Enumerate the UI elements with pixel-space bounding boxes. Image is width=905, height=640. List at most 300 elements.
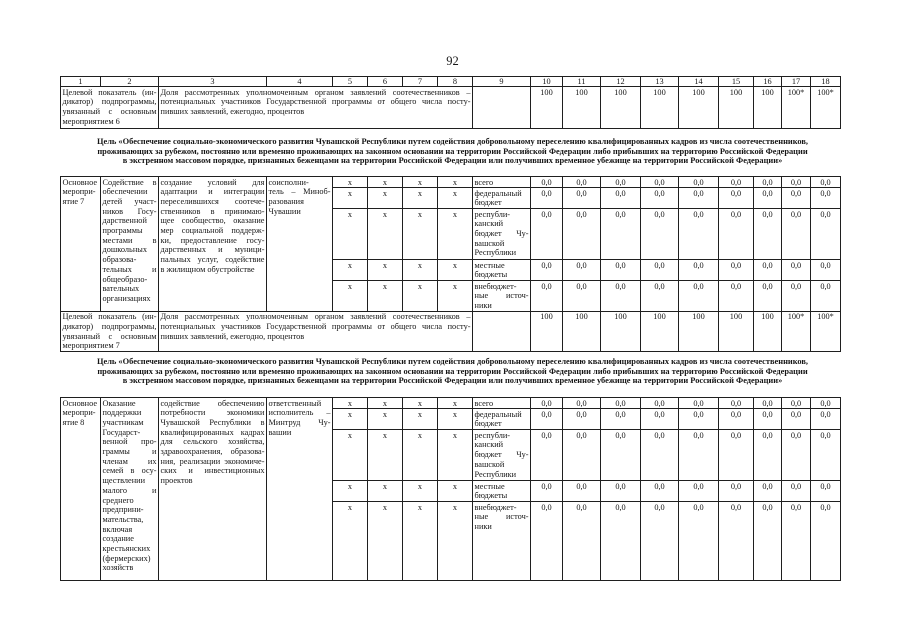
column-number: 15	[719, 77, 754, 87]
text-line: дошкольных	[102, 245, 147, 255]
text-line: республи-	[474, 430, 511, 440]
text-line: семей в осу-	[102, 466, 157, 476]
funding-value: 0,0	[601, 430, 641, 481]
funding-value: 0,0	[531, 260, 563, 281]
text-line: дикатор) подпрограммы,	[62, 321, 157, 331]
funding-value: 0,0	[782, 502, 811, 581]
funding-value: 0,0	[601, 177, 641, 188]
budget-code-cell: x	[368, 430, 403, 481]
indicator-value: 100	[719, 87, 754, 129]
funding-value: 0,0	[811, 177, 841, 188]
budget-code-cell: x	[438, 177, 473, 188]
text-line: пальных услуг, содействие	[160, 255, 265, 265]
budget-code-cell: x	[368, 502, 403, 581]
funding-value: 0,0	[782, 398, 811, 409]
funding-value: 0,0	[601, 502, 641, 581]
column-number: 17	[782, 77, 811, 87]
column-number: 12	[601, 77, 641, 87]
budget-code-cell: x	[333, 209, 368, 260]
funding-value: 0,0	[531, 281, 563, 312]
table-body	[61, 177, 841, 352]
text-line: ники	[474, 522, 492, 532]
funding-value: 0,0	[601, 409, 641, 430]
funding-value: 0,0	[811, 409, 841, 430]
text-line: создание	[102, 534, 134, 544]
budget-code-cell: x	[368, 281, 403, 312]
text-line: квалифицированных кадрах	[160, 427, 265, 437]
budget-code-cell: x	[368, 398, 403, 409]
text-line: тельных и	[102, 264, 157, 274]
text-line: ки, предоставление госу-	[160, 235, 265, 245]
funding-value: 0,0	[679, 398, 719, 409]
funding-value: 0,0	[719, 281, 754, 312]
budget-code-cell: x	[368, 177, 403, 188]
text-line: общеобразо-	[102, 274, 148, 284]
text-line: Основное	[62, 177, 98, 187]
budget-code-cell: x	[403, 177, 438, 188]
funding-value: 0,0	[679, 409, 719, 430]
funding-value: 0,0	[679, 481, 719, 502]
table-row	[61, 77, 841, 87]
funding-value: 0,0	[531, 209, 563, 260]
text-line: всего	[474, 177, 494, 187]
text-line: образова-	[102, 255, 137, 265]
budget-code-cell: x	[438, 409, 473, 430]
measure-executor	[267, 177, 333, 312]
funding-value: 0,0	[641, 177, 679, 188]
measure-executor	[267, 398, 333, 581]
text-line: проектов	[160, 476, 193, 486]
text-line: участникам	[102, 417, 144, 427]
funding-value: 0,0	[563, 409, 601, 430]
funding-value: 0,0	[679, 430, 719, 481]
text-line: организациях	[102, 293, 151, 303]
funding-value: 0,0	[563, 481, 601, 502]
funding-value: 0,0	[601, 481, 641, 502]
funding-value: 0,0	[563, 177, 601, 188]
indicator-label	[61, 311, 159, 351]
funding-value: 0,0	[679, 188, 719, 209]
text-line: соисполни-	[268, 177, 309, 187]
funding-value: 0,0	[811, 481, 841, 502]
funding-value: 0,0	[563, 188, 601, 209]
funding-value: 0,0	[641, 281, 679, 312]
text-line: щее сообщество, оказание	[160, 216, 265, 226]
text-line: венной про-	[102, 437, 157, 447]
text-line: тель – Миноб-	[268, 187, 331, 197]
funding-source	[473, 481, 531, 502]
measure-table-7	[60, 176, 841, 352]
budget-code-cell: x	[333, 260, 368, 281]
funding-value: 0,0	[641, 481, 679, 502]
indicator-value: 100	[719, 311, 754, 351]
indicator-value: 100	[679, 87, 719, 129]
funding-value: 0,0	[641, 409, 679, 430]
text-line: содействие обеспечению	[160, 398, 265, 408]
funding-value: 0,0	[719, 430, 754, 481]
text-line: Доля рассмотренных уполномоченным органом заявлений соотечественников –	[160, 87, 471, 97]
text-line: Минтруд Чу-	[268, 417, 331, 427]
text-line: бюджеты	[474, 270, 508, 280]
text-line: дарственной	[102, 216, 147, 226]
column-number: 14	[679, 77, 719, 87]
text-line: граммы и	[102, 447, 157, 457]
budget-code-cell: x	[333, 398, 368, 409]
funding-source	[473, 188, 531, 209]
indicator-value: 100	[641, 87, 679, 129]
funding-value: 0,0	[563, 502, 601, 581]
text-line: детей участ-	[102, 196, 157, 206]
funding-value: 0,0	[811, 430, 841, 481]
funding-value: 0,0	[531, 409, 563, 430]
funding-value: 0,0	[782, 481, 811, 502]
measure-name	[101, 177, 159, 312]
funding-value: 0,0	[754, 481, 782, 502]
measure-number	[61, 177, 101, 312]
text-line: ников Госу-	[102, 206, 157, 216]
text-line: увязанный с основным	[62, 106, 157, 116]
budget-code-cell: x	[403, 188, 438, 209]
budget-code-cell: x	[333, 409, 368, 430]
budget-code-cell: x	[333, 502, 368, 581]
text-line: ятие 8	[62, 417, 85, 427]
text-line: ских и инвестиционных	[160, 466, 265, 476]
empty-cell	[473, 311, 531, 351]
budget-code-cell: x	[403, 260, 438, 281]
budget-code-cell: x	[438, 481, 473, 502]
text-line: Чувашии	[268, 206, 301, 216]
budget-code-cell: x	[438, 260, 473, 281]
funding-source	[473, 209, 531, 260]
funding-source	[473, 260, 531, 281]
column-number: 6	[368, 77, 403, 87]
text-line: включая	[102, 524, 133, 534]
funding-value: 0,0	[641, 502, 679, 581]
funding-value: 0,0	[601, 398, 641, 409]
column-number: 9	[473, 77, 531, 87]
text-line: Государст-	[102, 427, 141, 437]
funding-source	[473, 398, 531, 409]
funding-value: 0,0	[601, 281, 641, 312]
funding-value: 0,0	[754, 260, 782, 281]
budget-code-cell: x	[333, 177, 368, 188]
text-line: исполнитель –	[268, 408, 331, 418]
text-line: ществлении	[102, 476, 146, 486]
text-line: обеспечении	[102, 187, 148, 197]
funding-value: 0,0	[811, 281, 841, 312]
column-number: 7	[403, 77, 438, 87]
funding-source	[473, 430, 531, 481]
funding-value: 0,0	[563, 209, 601, 260]
funding-value: 0,0	[754, 502, 782, 581]
column-number: 2	[101, 77, 159, 87]
text-line: республи-	[474, 209, 511, 219]
text-line: потенциальных участников Государственной программы от общего числа посту-	[160, 97, 471, 107]
funding-value: 0,0	[811, 398, 841, 409]
indicator-value: 100	[601, 87, 641, 129]
text-line: Республики	[474, 248, 517, 258]
text-line: канский	[474, 219, 504, 229]
column-number: 4	[267, 77, 333, 87]
funding-value: 0,0	[811, 188, 841, 209]
goal-heading: Цель «Обеспечение социально-экономического развития Чувашской Республики путем содействия добровольному переселению квалифицированных кадров из числа соотечественников, проживающих за рубежом, постоянно или временно проживающих на законном основании на территории Российской Федерации либо прибывших на территорию Российской Федерации в экстренном массовом порядке, признанных беженцами на территории Российской Федерации или получивших временное убежище на территории Российской Федерации»	[96, 357, 809, 386]
funding-value: 0,0	[531, 398, 563, 409]
funding-value: 0,0	[719, 260, 754, 281]
funding-value: 0,0	[563, 430, 601, 481]
funding-value: 0,0	[719, 502, 754, 581]
text-line: местные	[474, 481, 505, 491]
text-line: предприни-	[102, 505, 144, 515]
text-line: малого и	[102, 485, 157, 495]
indicator-value: 100	[531, 87, 563, 129]
funding-source	[473, 409, 531, 430]
text-line: канский	[474, 440, 504, 450]
text-line: бюджет	[474, 419, 502, 429]
indicator-label	[61, 87, 159, 129]
text-line: Целевой показатель (ин-	[62, 312, 157, 322]
budget-code-cell: x	[368, 409, 403, 430]
text-line: для сельского хозяйства,	[160, 437, 265, 447]
text-line: переселившихся соотече-	[160, 196, 265, 206]
funding-value: 0,0	[531, 481, 563, 502]
text-line: вашии	[268, 427, 292, 437]
text-line: бюджеты	[474, 491, 508, 501]
funding-value: 0,0	[679, 502, 719, 581]
funding-value: 0,0	[641, 209, 679, 260]
text-line: разования	[268, 196, 304, 206]
text-line: внебюджет-	[474, 281, 517, 291]
funding-value: 0,0	[754, 430, 782, 481]
budget-code-cell: x	[368, 481, 403, 502]
budget-code-cell: x	[368, 188, 403, 209]
text-line: среднего	[102, 495, 134, 505]
table-row	[61, 87, 841, 129]
text-line: крестьянских	[102, 544, 151, 554]
text-line: бюджет Чу-	[474, 229, 529, 239]
funding-value: 0,0	[531, 177, 563, 188]
text-line: меропри-	[62, 187, 96, 197]
text-line: Содействие в	[102, 177, 157, 187]
text-line: ники	[474, 300, 492, 310]
funding-value: 0,0	[531, 430, 563, 481]
funding-value: 0,0	[782, 188, 811, 209]
budget-code-cell: x	[403, 430, 438, 481]
text-line: ятие 7	[62, 196, 85, 206]
funding-value: 0,0	[782, 209, 811, 260]
column-number: 3	[159, 77, 267, 87]
measure-goal	[159, 177, 267, 312]
indicator-value: 100	[563, 311, 601, 351]
text-line: членам их	[102, 456, 157, 466]
funding-value: 0,0	[641, 398, 679, 409]
funding-value: 0,0	[719, 409, 754, 430]
funding-source	[473, 502, 531, 581]
text-line: вашской	[474, 459, 505, 469]
table-row	[61, 177, 841, 188]
funding-value: 0,0	[563, 398, 601, 409]
funding-value: 0,0	[782, 430, 811, 481]
text-line: здравоохранения, образова-	[160, 447, 265, 457]
text-line: вашской	[474, 238, 505, 248]
indicator-table-6	[60, 76, 841, 129]
column-number: 10	[531, 77, 563, 87]
indicator-value: 100*	[782, 311, 811, 351]
budget-code-cell: x	[403, 502, 438, 581]
text-line: мероприятием 6	[62, 116, 120, 126]
indicator-description	[159, 87, 473, 129]
budget-code-cell: x	[403, 281, 438, 312]
budget-code-cell: x	[333, 481, 368, 502]
text-line: мер социальной поддерж-	[160, 226, 265, 236]
text-line: ные источ-	[474, 512, 529, 522]
budget-code-cell: x	[403, 409, 438, 430]
text-line: Доля рассмотренных уполномоченным органом заявлений соотечественников –	[160, 312, 471, 322]
table-row	[61, 311, 841, 351]
funding-value: 0,0	[601, 209, 641, 260]
text-line: программы	[102, 226, 143, 236]
text-line: дикатор) подпрограммы,	[62, 97, 157, 107]
text-line: бюджет Чу-	[474, 450, 529, 460]
text-line: создание условий для	[160, 177, 265, 187]
funding-source	[473, 177, 531, 188]
text-line: пивших заявлений, ежегодно, процентов	[160, 331, 305, 341]
text-line: поддержки	[102, 408, 142, 418]
indicator-value: 100	[754, 87, 782, 129]
text-line: увязанный с основным	[62, 331, 157, 341]
text-line: внебюджет-	[474, 502, 517, 512]
funding-value: 0,0	[754, 281, 782, 312]
text-line: вательных	[102, 284, 140, 294]
text-line: Основное	[62, 398, 98, 408]
column-number: 5	[333, 77, 368, 87]
budget-code-cell: x	[438, 281, 473, 312]
column-number: 1	[61, 77, 101, 87]
funding-value: 0,0	[811, 209, 841, 260]
text-line: бюджет	[474, 198, 502, 208]
text-line: Республики	[474, 469, 517, 479]
budget-code-cell: x	[368, 260, 403, 281]
indicator-description	[159, 311, 473, 351]
text-line: всего	[474, 398, 494, 408]
budget-code-cell: x	[403, 209, 438, 260]
measure-table-8	[60, 397, 841, 581]
text-line: ственников в принимаю-	[160, 206, 265, 216]
funding-value: 0,0	[719, 177, 754, 188]
text-line: ответственный	[268, 398, 322, 408]
budget-code-cell: x	[368, 209, 403, 260]
column-number: 13	[641, 77, 679, 87]
text-line: мероприятием 7	[62, 341, 120, 351]
funding-value: 0,0	[782, 260, 811, 281]
text-line: федеральный	[474, 188, 522, 198]
budget-code-cell: x	[438, 188, 473, 209]
funding-value: 0,0	[679, 281, 719, 312]
indicator-value: 100	[601, 311, 641, 351]
funding-value: 0,0	[679, 260, 719, 281]
text-line: федеральный	[474, 409, 522, 419]
funding-value: 0,0	[641, 430, 679, 481]
budget-code-cell: x	[438, 502, 473, 581]
column-number: 16	[754, 77, 782, 87]
text-line: потребности экономики	[160, 408, 265, 418]
funding-value: 0,0	[563, 260, 601, 281]
indicator-value: 100	[563, 87, 601, 129]
text-line: пивших заявлений, ежегодно, процентов	[160, 106, 305, 116]
budget-code-cell: x	[438, 430, 473, 481]
funding-source	[473, 281, 531, 312]
funding-value: 0,0	[754, 177, 782, 188]
budget-code-cell: x	[438, 398, 473, 409]
text-line: (фермерских)	[102, 553, 151, 563]
funding-value: 0,0	[563, 281, 601, 312]
measure-number	[61, 398, 101, 581]
funding-value: 0,0	[719, 481, 754, 502]
funding-value: 0,0	[531, 502, 563, 581]
text-line: Оказание	[102, 398, 136, 408]
funding-value: 0,0	[811, 502, 841, 581]
funding-value: 0,0	[782, 281, 811, 312]
table-row	[61, 398, 841, 409]
text-line: дарственных и муници-	[160, 245, 265, 255]
goal-heading: Цель «Обеспечение социально-экономического развития Чувашской Республики путем содействия добровольному переселению квалифицированных кадров из числа соотечественников, проживающих за рубежом, постоянно или временно проживающих на законном основании на территории Российской Федерации либо прибывших на территорию Российской Федерации в экстренном массовом порядке, признанных беженцами на территории Российской Федерации или получивших временное убежище на территории Российской Федерации»	[96, 137, 809, 166]
funding-value: 0,0	[754, 188, 782, 209]
empty-cell	[473, 87, 531, 129]
funding-value: 0,0	[754, 209, 782, 260]
text-line: адаптации и интеграции	[160, 187, 265, 197]
text-line: меропри-	[62, 408, 96, 418]
budget-code-cell: x	[333, 281, 368, 312]
text-line: Целевой показатель (ин-	[62, 87, 157, 97]
text-line: потенциальных участников Государственной программы от общего числа посту-	[160, 321, 471, 331]
funding-value: 0,0	[531, 188, 563, 209]
funding-value: 0,0	[679, 177, 719, 188]
column-number: 11	[563, 77, 601, 87]
budget-code-cell: x	[333, 430, 368, 481]
funding-value: 0,0	[754, 409, 782, 430]
budget-code-cell: x	[333, 188, 368, 209]
indicator-value: 100*	[811, 87, 841, 129]
indicator-value: 100	[754, 311, 782, 351]
column-number: 18	[811, 77, 841, 87]
funding-value: 0,0	[719, 188, 754, 209]
funding-value: 0,0	[641, 188, 679, 209]
text-line: Чувашской Республики в	[160, 417, 265, 427]
funding-value: 0,0	[719, 209, 754, 260]
measure-name	[101, 398, 159, 581]
indicator-value: 100	[641, 311, 679, 351]
indicator-value: 100	[679, 311, 719, 351]
funding-value: 0,0	[811, 260, 841, 281]
budget-code-cell: x	[403, 398, 438, 409]
text-line: местные	[474, 260, 505, 270]
funding-value: 0,0	[719, 398, 754, 409]
funding-value: 0,0	[782, 177, 811, 188]
indicator-value: 100	[531, 311, 563, 351]
funding-value: 0,0	[641, 260, 679, 281]
indicator-value: 100*	[782, 87, 811, 129]
measure-goal	[159, 398, 267, 581]
text-line: в жилищном обустройстве	[160, 264, 255, 274]
text-line: хозяйств	[102, 563, 134, 573]
indicator-value: 100*	[811, 311, 841, 351]
funding-value: 0,0	[601, 260, 641, 281]
table-body	[61, 77, 841, 129]
funding-value: 0,0	[782, 409, 811, 430]
text-line: местами в	[102, 235, 157, 245]
text-line: ные источ-	[474, 291, 529, 301]
budget-code-cell: x	[403, 481, 438, 502]
funding-value: 0,0	[679, 209, 719, 260]
